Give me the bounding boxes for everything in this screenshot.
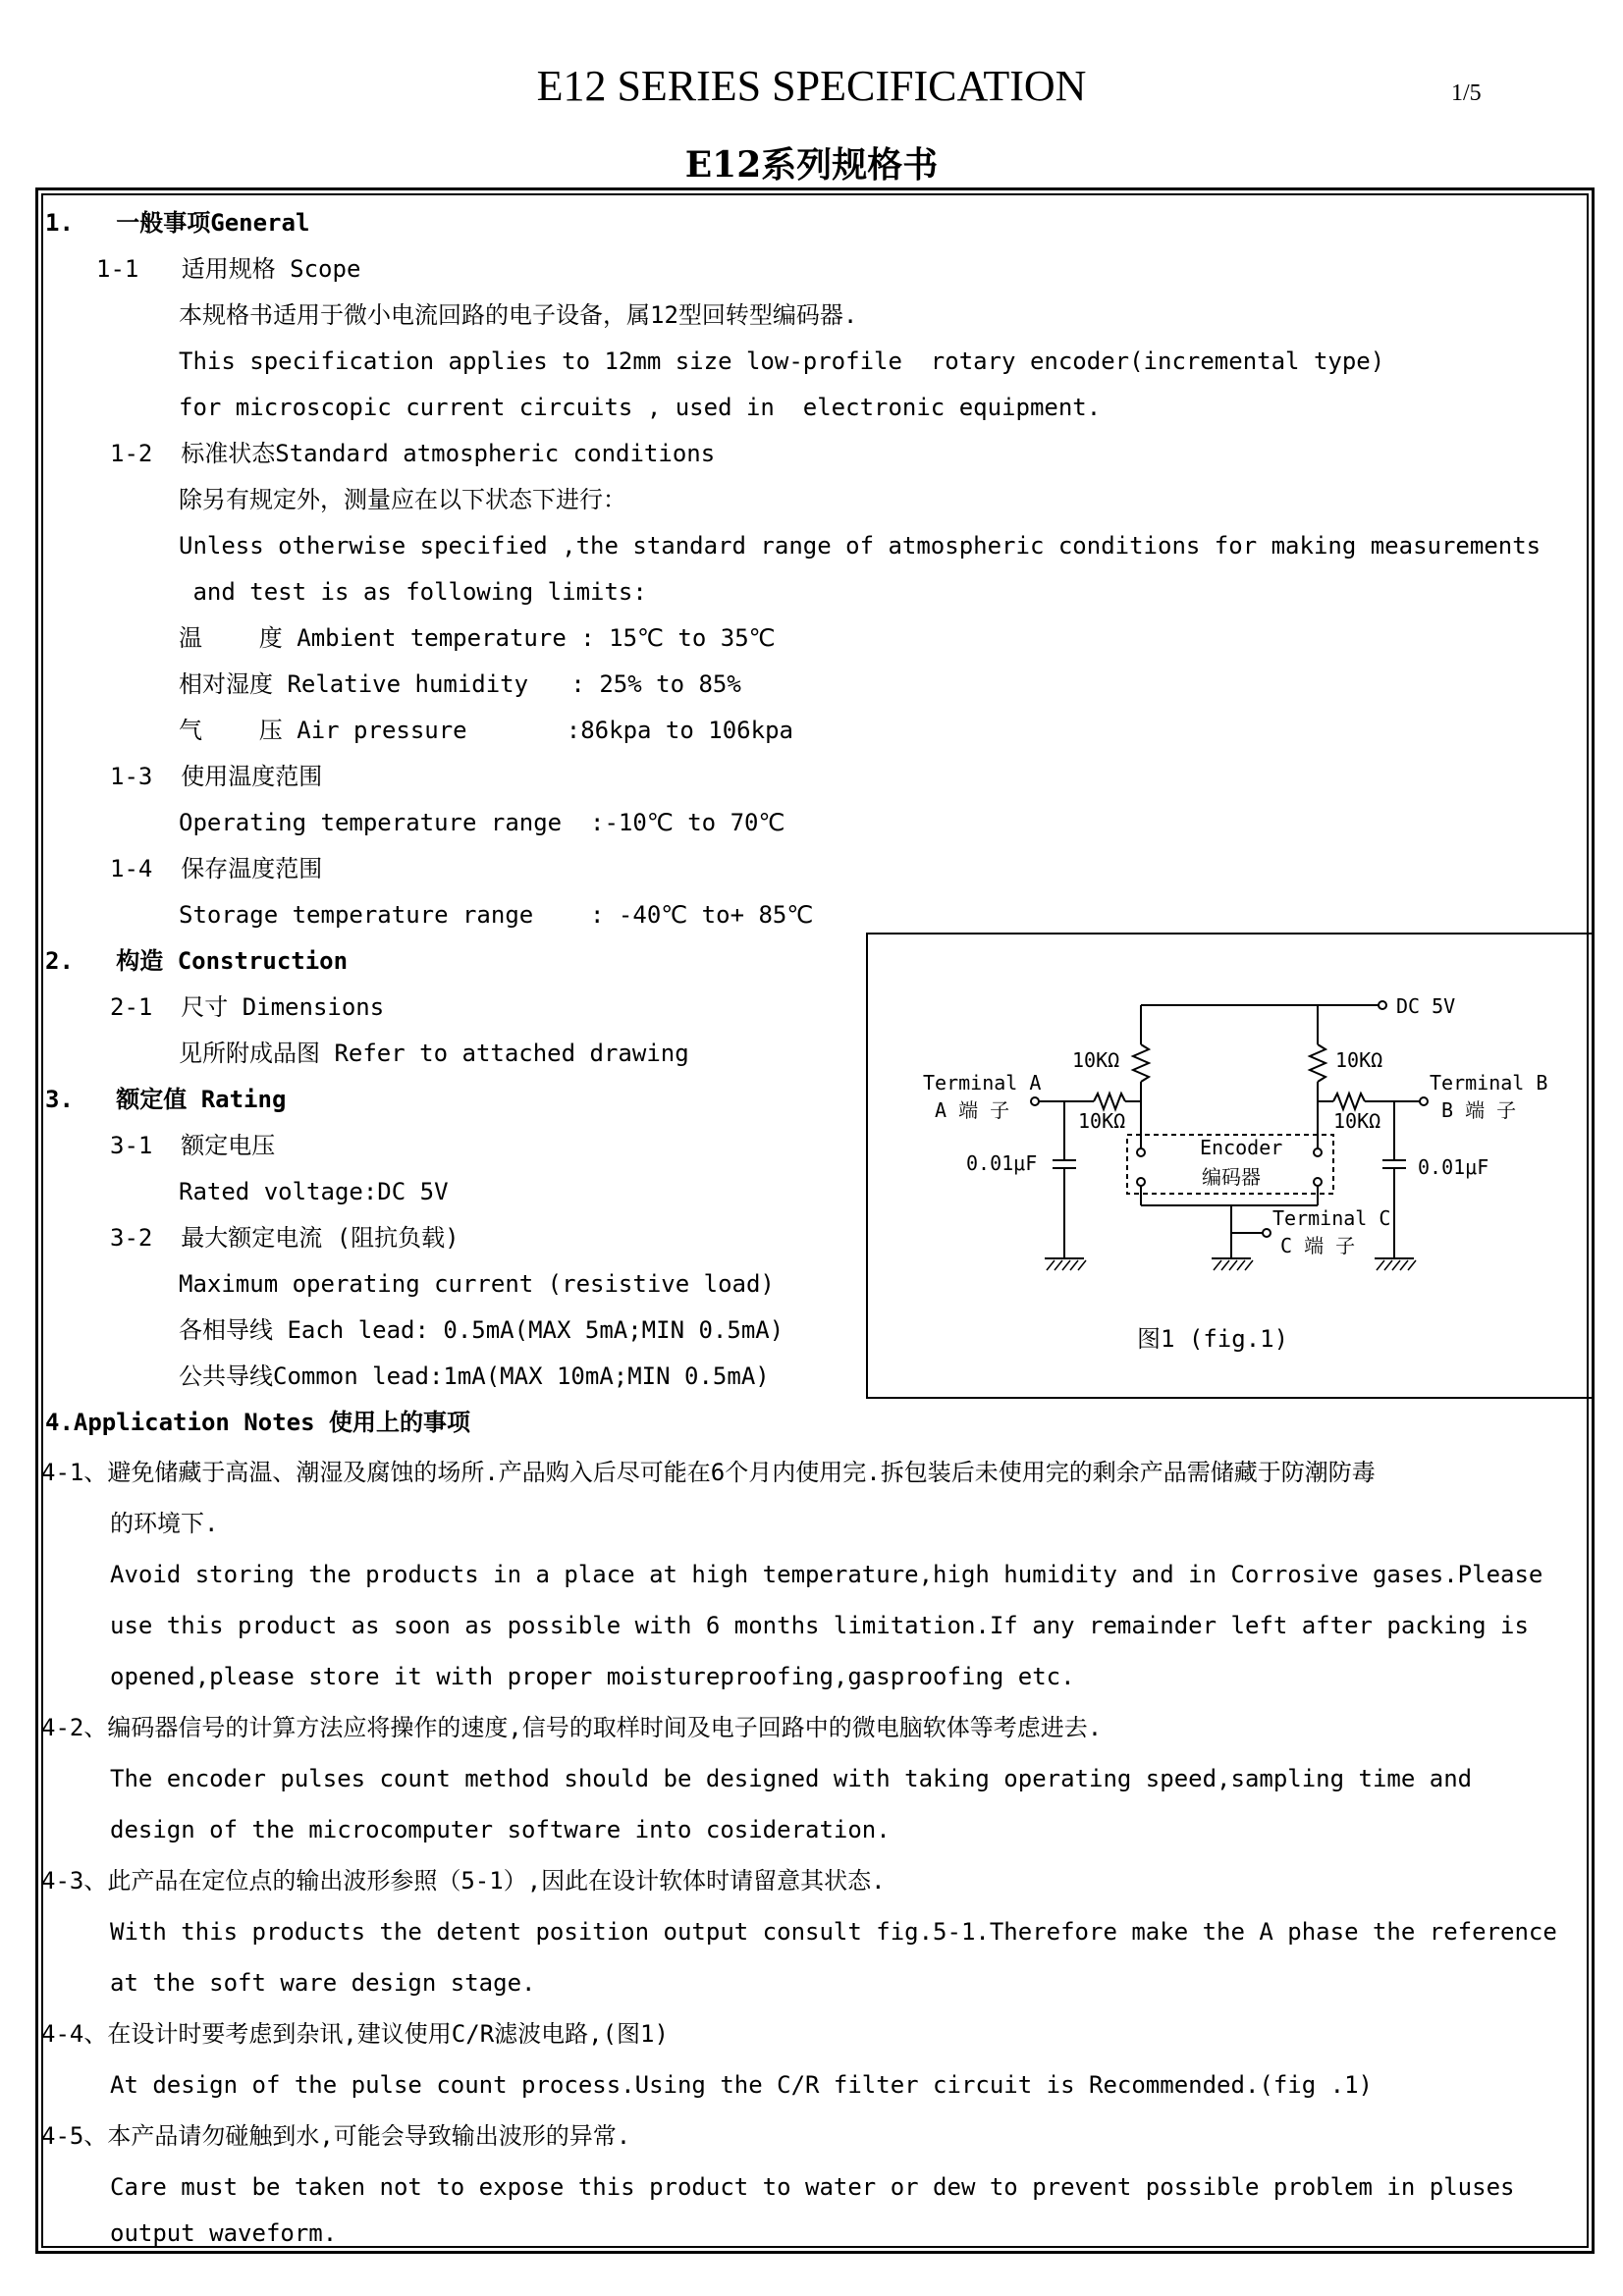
note-4-5-en-2: output waveform. <box>110 2219 338 2247</box>
terminal-b-cn-label: B 端 子 <box>1441 1098 1517 1122</box>
relative-humidity: 相对湿度 Relative humidity : 25% to 85% <box>179 670 741 698</box>
conditions-text-cn: 除另有规定外，测量应在以下状态下进行： <box>179 486 626 513</box>
page-title: E12 SERIES SPECIFICATION <box>536 62 1087 110</box>
ambient-temperature: 温 度 Ambient temperature : 15℃ to 35℃ <box>179 624 776 652</box>
note-4-1-en-1: Avoid storing the products in a place at high temperature,high humidity and in Corrosive gases.Please <box>110 1561 1543 1588</box>
resistor-top-left-label: 10KΩ <box>1072 1048 1120 1072</box>
note-4-1-en-2: use this product as soon as possible with 6 months limitation.If any remainder left after packing is <box>110 1612 1529 1639</box>
section-rating-heading: 3. 额定值 Rating <box>45 1086 287 1113</box>
each-lead-current: 各相导线 Each lead: 0.5mA(MAX 5mA;MIN 0.5mA) <box>179 1316 784 1344</box>
item-2-1-heading: 2-1 尺寸 Dimensions <box>110 993 385 1021</box>
terminal-c-label: Terminal C <box>1272 1206 1391 1230</box>
page-number: 1/5 <box>1451 80 1482 106</box>
page-subtitle: E12系列规格书 <box>684 144 939 186</box>
item-1-1-heading: 1-1 适用规格 Scope <box>96 255 361 283</box>
figure-1-caption: 图1 (fig.1) <box>1137 1325 1289 1353</box>
note-4-1-cn-1: 4-1、避免储藏于高温、潮湿及腐蚀的场所.产品购入后尽可能在6个月内使用完.拆包装后未使用完的剩余产品需储藏于防潮防毒 <box>41 1459 1376 1486</box>
terminal-b-label: Terminal B <box>1430 1071 1548 1095</box>
rated-voltage: Rated voltage:DC 5V <box>179 1178 449 1205</box>
operating-temperature: Operating temperature range :-10℃ to 70℃ <box>179 809 785 836</box>
section-application-notes-heading: 4.Application Notes 使用上的事项 <box>45 1409 470 1436</box>
note-4-2-en-1: The encoder pulses count method should be designed with taking operating speed,sampling time and <box>110 1765 1473 1792</box>
note-4-4-en: At design of the pulse count process.Using the C/R filter circuit is Recommended.(fig .1) <box>110 2071 1373 2099</box>
storage-temperature: Storage temperature range : -40℃ to+ 85℃ <box>179 901 814 929</box>
item-3-1-heading: 3-1 额定电压 <box>110 1132 276 1159</box>
terminal-c-cn-label: C 端 子 <box>1280 1234 1356 1257</box>
note-4-3-en-1: With this products the detent position output consult fig.5-1.Therefore make the A phase the reference <box>110 1918 1557 1946</box>
terminal-a-cn-label: A 端 子 <box>935 1098 1010 1122</box>
section-construction-heading: 2. 构造 Construction <box>45 947 349 975</box>
item-1-3-heading: 1-3 使用温度范围 <box>110 763 323 790</box>
item-3-2-heading: 3-2 最大额定电流 (阻抗负载) <box>110 1224 460 1252</box>
dimensions-text: 见所附成品图 Refer to attached drawing <box>179 1040 689 1067</box>
item-1-2-heading: 1-2 标准状态Standard atmospheric conditions <box>110 440 716 467</box>
scope-text-en-2: for microscopic current circuits , used in electronic equipment. <box>179 394 1102 421</box>
note-4-3-cn: 4-3、此产品在定位点的输出波形参照（5-1）,因此在设计软体时请留意其状态. <box>41 1867 886 1895</box>
note-4-2-cn: 4-2、编码器信号的计算方法应将操作的速度,信号的取样时间及电子回路中的微电脑软体等考虑进去. <box>41 1714 1103 1741</box>
terminal-a-label: Terminal A <box>923 1071 1042 1095</box>
note-4-4-cn: 4-4、在设计时要考虑到杂讯,建议使用C/R滤波电路,(图1) <box>41 2020 669 2048</box>
capacitor-left-label: 0.01μF <box>966 1151 1038 1175</box>
encoder-label: Encoder <box>1200 1136 1283 1159</box>
scope-text-cn: 本规格书适用于微小电流回路的电子设备，属12型回转型编码器. <box>179 301 858 329</box>
resistor-top-right-label: 10KΩ <box>1335 1048 1383 1072</box>
note-4-3-en-2: at the soft ware design stage. <box>110 1969 536 1997</box>
note-4-2-en-2: design of the microcomputer software into cosideration. <box>110 1816 891 1843</box>
air-pressure: 气 压 Air pressure :86kpa to 106kpa <box>179 717 793 744</box>
section-general-heading: 1. 一般事项General <box>45 209 310 237</box>
encoder-cn-label: 编码器 <box>1202 1165 1261 1189</box>
note-4-1-cn-2: 的环境下. <box>110 1510 219 1537</box>
note-4-5-cn: 4-5、本产品请勿碰触到水,可能会导致输出波形的异常. <box>41 2122 631 2150</box>
resistor-side-right-label: 10KΩ <box>1333 1109 1381 1133</box>
max-operating-current: Maximum operating current (resistive load) <box>179 1270 775 1298</box>
conditions-text-en-2: and test is as following limits: <box>179 578 647 606</box>
resistor-side-left-label: 10KΩ <box>1078 1109 1126 1133</box>
dc-5v-label: DC 5V <box>1396 994 1456 1018</box>
conditions-text-en-1: Unless otherwise specified ,the standard range of atmospheric conditions for making measurements <box>179 532 1542 560</box>
note-4-1-en-3: opened,please store it with proper moistureproofing,gasproofing etc. <box>110 1663 1075 1690</box>
common-lead-current: 公共导线Common lead:1mA(MAX 10mA;MIN 0.5mA) <box>179 1362 770 1390</box>
item-1-4-heading: 1-4 保存温度范围 <box>110 855 323 882</box>
note-4-5-en-1: Care must be taken not to expose this product to water or dew to prevent possible problem in pluses <box>110 2173 1515 2201</box>
capacitor-right-label: 0.01μF <box>1418 1155 1489 1179</box>
scope-text-en-1: This specification applies to 12mm size low-profile rotary encoder(incremental type) <box>179 347 1385 375</box>
